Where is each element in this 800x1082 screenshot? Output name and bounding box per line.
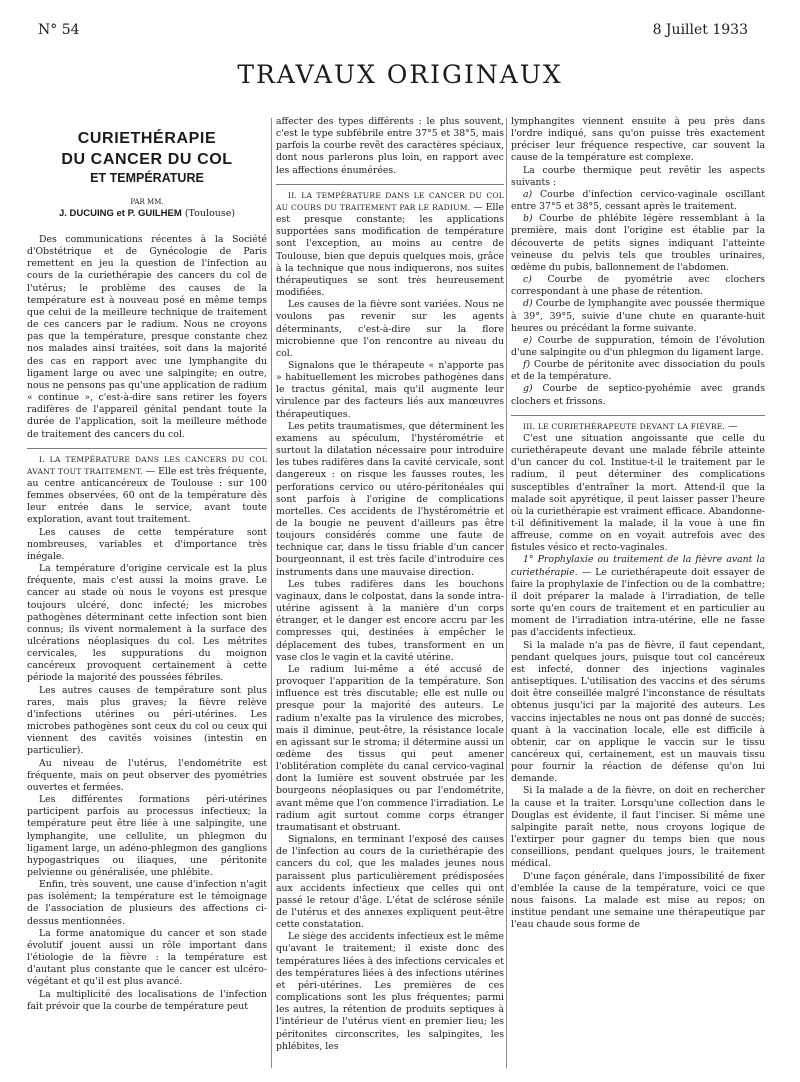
list-text: Courbe de lymphangite avec poussée thermique à 39°, 39°5, suivie d'une chute en quarante-huit heures ou précédant la forme suivante. <box>511 298 765 334</box>
paragraph: Au niveau de l'utérus, l'endométrite est fréquente, mais on peut observer des pyométries ouvertes et fermées. <box>27 757 267 793</box>
list-label: b) <box>523 213 533 225</box>
author-names: J. DUCUING et P. GUILHEM <box>58 208 182 219</box>
list-item <box>511 298 765 334</box>
paragraph-text: — Elle est presque constante; les applications supportées sans modification de température sont l'exception, au moins au centre de Toulouse, bien que depuis quelques mois, grâce à la technique que nous indiquerons, nos suites thérapeutiques se sont très heureusement modifiées. <box>276 201 504 299</box>
list-item <box>511 359 765 383</box>
paragraph: Le radium lui-même a été accusé de provoquer l'apparition de la température. Son influence est très discutable; elle est nulle ou presque pour la majorité des auteurs. Le radium n'exalte pas la virulence des microbes, mais il diminue, peut-être, la résistance locale en agissant sur le stroma; il détermine aussi un œdème des tissus qui peut amener l'oblitération complète du canal cervico-vaginal dont la lumière est souvent obstruée par les bourgeons néoplasiques ou par l'endométrite, avant même que l'on commence l'irradiation. Le radium agit surtout comme corps étranger traumatisant et obstruant. <box>276 663 504 833</box>
list-item <box>511 335 765 359</box>
column-rule <box>506 118 507 1068</box>
list-item <box>511 274 765 298</box>
article-title: DU CANCER DU COL <box>61 151 233 168</box>
paragraph: Des communications récentes à la Société d'Obstétrique et de Gynécologie de Paris remettent en jeu la question de l'infection au cours de la curiethérapie des cancers du col de l'utérus; le problème des causes de la température est à nouveau posé en même temps que celui de la meilleure technique de traitement de ces cancers par le radium. Nous ne croyons pas que la température, presque constante chez nos malades ainsi traitées, soit dans la majorité des cas en rapport avec une lymphangite du ligament large ou avec une salpingite; en outre, nous ne pensons pas qu'une application de radium « continue », c'est-à-dire sans retirer les foyers radifères de l'appareil génital pendant toute la durée de l'application, soit la meilleure méthode de traitement des cancers du col. <box>27 234 267 440</box>
paragraph: La multiplicité des localisations de l'infection fait prévoir que la courbe de température peut <box>27 988 267 1012</box>
section-paragraph <box>511 554 765 639</box>
list-item <box>511 189 765 213</box>
column-3 <box>511 116 765 931</box>
paragraph: Les petits traumatismes, que déterminent les examens au spéculum, l'hystérométrie et surtout la dilatation nécessaire pour introduire les tubes radifères dans la cavité cervicale, sont dangereux : on risque les fausses routes, les perforations cervico ou utéro-péritonéales qui sont parfois à l'origine de complications mortelles. Ces accidents de l'hystérométrie et de la bougie ne peuvent d'ailleurs pas être toujours considérés comme une faute de technique car, dans le tissu friable d'un cancer bourgeonnant, il est très facile d'introduire ces instruments dans une mauvaise direction. <box>276 420 504 578</box>
paragraph-text: — Elle est très fréquente, au centre anticancéreux de Toulouse : sur 100 femmes observées, 60 ont de la température dès leur entrée dans le service, avant toute exploration, avant tout traitement. <box>27 465 267 526</box>
paragraph: La forme anatomique du cancer et son stade évolutif jouent aussi un rôle important dans l'étiologie de la fièvre : la température est d'autant plus constante que le cancer est ulcéro-végétant et qu'il est plus avancé. <box>27 927 267 988</box>
byline-par: PAR MM. <box>130 198 164 206</box>
paragraph: Les causes de cette température sont nombreuses, variables et d'importance très inégale. <box>27 526 267 562</box>
paragraph: Les différentes formations péri-utérines participent parfois au processus infectieux; la température peut être liée à une salpingite, une lymphangite, une cellulite, un phlegmon du ligament large, un adéno-phlegmon des ganglions hypogastriques ou iliaques, une péritonite pelvienne ou généralisée, une phlébite. <box>27 794 267 878</box>
paragraph-text: — <box>725 420 738 432</box>
paragraph: lymphangites viennent ensuite à peu près dans l'ordre indiqué, sans qu'on puisse très exactement préciser leur fréquence respective, car souvent la cause de la température est complexe. <box>511 116 765 164</box>
paragraph: Si la malade n'a pas de fièvre, il faut cependant, pendant quelques jours, puisque tout col cancéreux est infecté, donner des injections vaginales antiseptiques. L'utilisation des vaccins et des sérums doit être conseillée malgré l'inconstance de résultats obtenus jusqu'ici par la majorité des auteurs. Les vaccins injectables ne nous ont pas donné de succès; quant à la vaccination locale, elle est difficile à obtenir, car on applique le vaccin sur le tissu cancéreux qui, certainement, est un mauvais tissu pour fournir la réaction de défense qu'on lui demande. <box>511 639 765 785</box>
paragraph: Si la malade a de la fièvre, on doit en rechercher la cause et la traiter. Lorsqu'une collection dans le Douglas est évidente, il faut l'inciser. Si même une salpingite paraît nette, nous croyons logique de l'extirper pour gagner du temps bien que nous conseillions, pendant quelques jours, le traitement médical. <box>511 785 765 870</box>
issue-date: 8 Juillet 1933 <box>652 22 748 38</box>
list-label: f) <box>523 359 531 371</box>
article-subtitle: ET TEMPÉRATURE <box>90 171 204 185</box>
list-label: a) <box>523 188 533 200</box>
paragraph: Les autres causes de température sont plus rares, mais plus graves; la fièvre relève d'infections utérines ou péri-utérines. Les microbes pathogènes sont ceux du col ou ceux qui viennent des cavités voisines (intestin en particulier). <box>27 684 267 757</box>
list-text: Courbe d'infection cervico-vaginale oscillant entre 37°5 et 38°5, cessant après le traitement. <box>511 188 765 213</box>
column-1 <box>27 116 267 1013</box>
divider <box>511 415 765 416</box>
paragraph: Les tubes radifères dans les bouchons vaginaux, dans le colpostat, dans la sonde intra-utérine agissent à la manière d'un corps étranger, et le danger est encore accru par les compresses qui, destinées à empêcher le déplacement des tubes, transforment en un vase clos le vagin et la cavité utérine. <box>276 578 504 663</box>
divider <box>27 448 267 449</box>
page-number: N° 54 <box>38 22 80 38</box>
paragraph: La température d'origine cervicale est la plus fréquente, mais c'est aussi la moins grave. Le cancer au stade où nous le voyons est presque toujours ulcéré, donc infecté; les microbes pathogènes déterminant cette infection sont bien connus; ils vivent normalement à la surface des ulcérations néoplasiques du col. Les métrites cervicales, les suppurations du moignon cancéreux provoquent certainement à cette période la majorité des poussées fébriles. <box>27 563 267 684</box>
authors <box>27 207 267 220</box>
list-text: Courbe de phlébite légère ressemblant à la première, mais dont l'origine est établie par la découverte de petits signes indiquant l'atteinte veineuse du pelvis tels que troubles urinaires, œdème du pubis, ballonnement de l'abdomen. <box>511 213 765 273</box>
article-title: CURIETHÉRAPIE <box>77 130 217 147</box>
paragraph-text: — Le curiethérapeute doit essayer de faire la prophylaxie de l'infection ou de la combattre; il doit préparer la malade à l'irradiation, de telle sorte qu'en cours de traitement et en particulier au moment de l'irradiation intra-utérine, elle ne fasse pas d'accidents infectieux. <box>511 566 765 639</box>
section-heading: III. LE CURIETHÉRAPEUTE DEVANT LA FIÈVRE. <box>523 421 726 431</box>
paragraph: Signalons, en terminant l'exposé des causes de l'infection au cours de la curiethérapie des cancers du col, que les malades jeunes nous paraissent plus particulièrement prédisposées aux accidents infectieux que celles qui ont passé le retour d'âge. L'état de sclérose sénile de l'utérus et des annexes expliquent peut-être cette constatation. <box>276 834 504 931</box>
paragraph: Le siège des accidents infectieux est le même qu'avant le traitement; il existe donc des températures liées à des infections cervicales et des températures liées à des infections utérines et péri-utérines. Les premières de ces complications sont les plus fréquentes; parmi les autres, la rétention de produits septiques à l'intérieur de l'utérus vient en premier lieu; les péritonites circonscrites, les salpingites, les phlébites, les <box>276 931 504 1052</box>
page-header <box>0 22 800 46</box>
paragraph: Signalons que le thérapeute « n'apporte pas » habituellement les microbes pathogènes dans le tractus génital, mais qu'il augmente leur virulence par des facteurs liés aux manœuvres thérapeutiques. <box>276 359 504 420</box>
section-heading: II. LA TEMPÉRATURE DANS LE CANCER DU COL AU COURS DU TRAITEMENT PAR LE RADIUM. <box>276 190 504 212</box>
section-paragraph <box>511 421 765 433</box>
paragraph: Enfin, très souvent, une cause d'infection n'agit pas isolément; la température est le témoignage de l'association de plusieurs des affections ci-dessus mentionnées. <box>27 879 267 927</box>
subsection-heading: 1° Prophylaxie ou traitement de la fièvre avant la curiethérapie. <box>511 554 765 578</box>
column-2 <box>276 116 504 1053</box>
section-heading: I. LA TEMPÉRATURE DANS LES CANCERS DU COL AVANT TOUT TRAITEMENT. <box>27 454 267 476</box>
column-rule <box>271 118 272 1068</box>
list-text: Courbe de péritonite avec dissociation du pouls et de la température. <box>511 359 765 383</box>
author-affiliation: (Toulouse) <box>184 208 236 219</box>
list-label: c) <box>523 274 532 286</box>
list-item <box>511 383 765 407</box>
paragraph: Les causes de la fièvre sont variées. Nous ne voulons pas revenir sur les agents déterminants, c'est-à-dire sur la flore microbienne que l'on rencontre au niveau du col. <box>276 299 504 359</box>
list-item <box>511 213 765 274</box>
section-paragraph <box>27 454 267 527</box>
paragraph: C'est une situation angoissante que celle du curiethérapeute devant une malade fébrile atteinte d'un cancer du col. Institue-t-il le traitement par le radium, il peut déterminer des complications susceptibles d'entraîner la mort. Attend-il que la malade soit apyrétique, il peut laisser passer l'heure où la curiethérapie est vraiment efficace. Abandonne-t-il définitivement la malade, il la voue à une fin affreuse, comme on en voyait autrefois avec des fistules vésico et recto-vaginales. <box>511 432 765 554</box>
paragraph: affecter des types différents : le plus souvent, c'est le type subfébrile entre 37°5 et 38°5, mais parfois la courbe revêt des caractères spéciaux, dont nous parlerons plus loin, en rapport avec les affections énumérées. <box>276 116 504 176</box>
paragraph: D'une façon générale, dans l'impossibilité de fixer d'emblée la cause de la température, voici ce que nous faisons. La malade est mise au repos; on institue pendant une semaine une thérapeutique par l'eau chaude sous forme de <box>511 870 765 931</box>
list-text: Courbe de pyométrie avec clochers correspondant à une phase de rétention. <box>511 274 765 298</box>
list-label: d) <box>523 298 533 310</box>
list-text: Courbe de suppuration, témoin de l'évolution d'une salpingite ou d'un phlegmon du ligament large. <box>511 334 765 358</box>
section-paragraph <box>276 190 504 299</box>
paragraph: La courbe thermique peut revêtir les aspects suivants : <box>511 164 765 188</box>
list-label: g) <box>523 383 533 395</box>
list-label: e) <box>523 334 533 346</box>
list-text: Courbe de septico-pyohémie avec grands clochers et frissons. <box>511 383 765 407</box>
section-title: TRAVAUX ORIGINAUX <box>237 60 563 89</box>
divider <box>276 184 504 185</box>
